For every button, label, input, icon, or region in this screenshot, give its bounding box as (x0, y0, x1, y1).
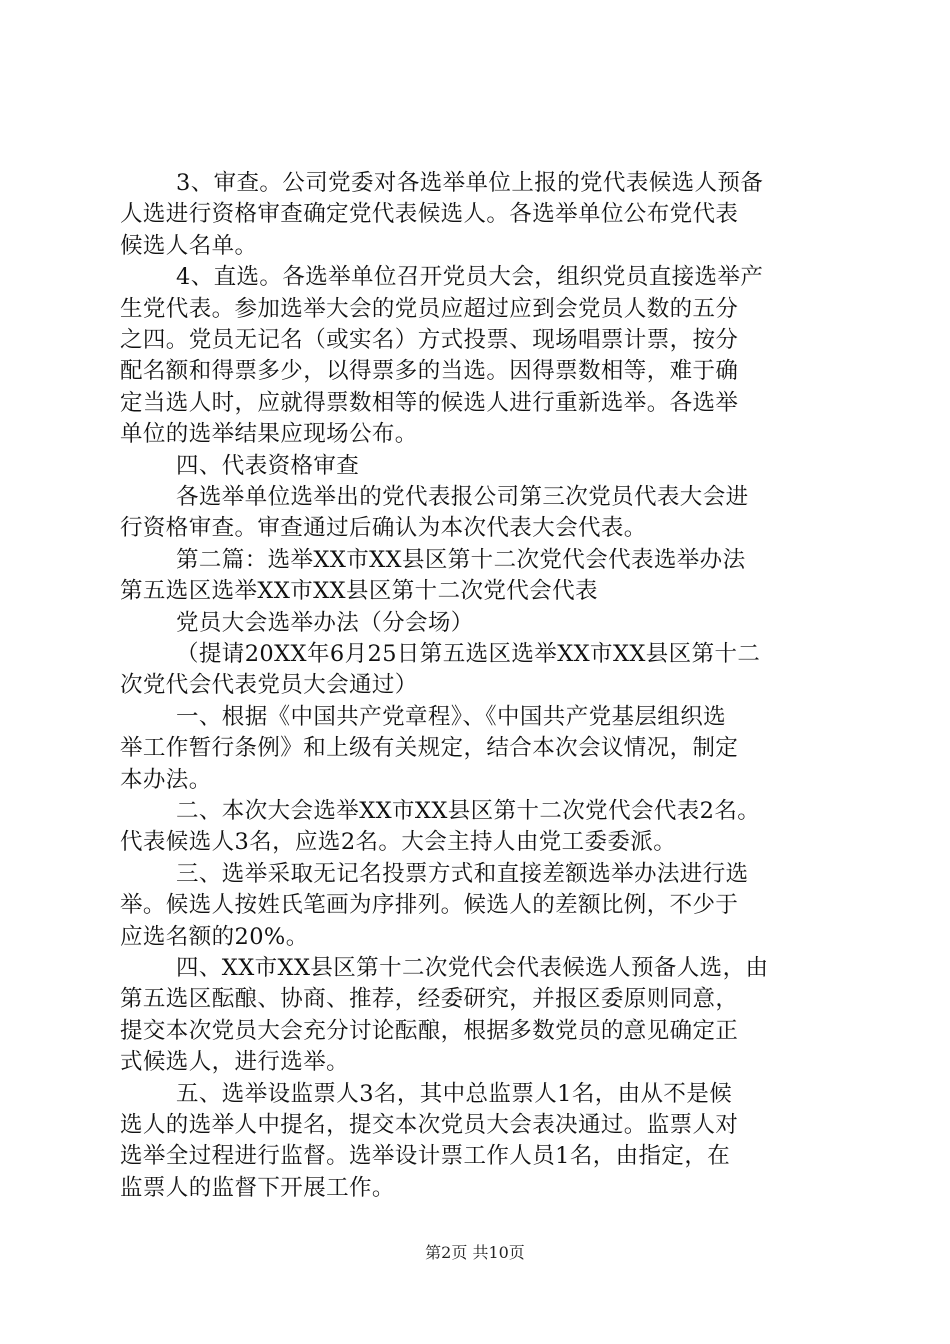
text-line: 二、本次大会选举XX市XX县区第十二次党代会代表2名。 (176, 798, 761, 824)
text-line: 举工作暂行条例》和上级有关规定，结合本次会议情况，制定 (120, 735, 739, 762)
page-number-label: 第2页 共10页 (425, 1243, 525, 1262)
text-line: 第五选区酝酿、协商、推荐，经委研究，并报区委原则同意， (120, 986, 739, 1013)
text-line: 之四。党员无记名（或实名）方式投票、现场唱票计票，按分 (120, 327, 739, 353)
text-line: 候选人名单。 (120, 232, 258, 259)
text-line: 4、直选。各选举单位召开党员大会，组织党员直接选举产 (176, 264, 764, 291)
text-line: 提交本次党员大会充分讨论酝酿，根据多数党员的意见确定正 (120, 1017, 739, 1044)
text-line: 监票人的监督下开展工作。 (120, 1174, 395, 1201)
text-line: 一、根据《中国共产党章程》、《中国共产党基层组织选 (176, 703, 727, 730)
text-line: 人选进行资格审查确定党代表候选人。各选举单位公布党代表 (120, 201, 739, 228)
chapter-title: 党员大会选举办法（分会场） (176, 609, 474, 636)
text-line: 生党代表。参加选举大会的党员应超过应到会党员人数的五分 (120, 295, 739, 322)
chapter-title: 第五选区选举XX市XX县区第十二次党代会代表 (120, 578, 598, 605)
text-line: 行资格审查。审查通过后确认为本次代表大会代表。 (120, 515, 647, 542)
text-line: 本办法。 (120, 766, 212, 793)
text-line: 四、XX市XX县区第十二次党代会代表候选人预备人选，由 (176, 955, 769, 981)
text-line: 单位的选举结果应现场公布。 (120, 421, 418, 448)
text-line: 三、选举采取无记名投票方式和直接差额选举办法进行选 (176, 860, 749, 887)
text-line: 五、选举设监票人3名，其中总监票人1名，由从不是候 (176, 1080, 733, 1107)
section-heading: 四、代表资格审查 (176, 452, 360, 479)
text-line: 选举全过程进行监督。选举设计票工作人员1名，由指定，在 (120, 1143, 731, 1170)
text-line: 定当选人时，应就得票数相等的候选人进行重新选举。各选举 (120, 389, 739, 416)
text-line: （提请20XX年6月25日第五选区选举XX市XX县区第十二 (176, 641, 761, 667)
text-line: 配名额和得票多少，以得票多的当选。因得票数相等，难于确 (120, 358, 739, 385)
text-line: 3、审查。公司党委对各选举单位上报的党代表候选人预备 (176, 170, 764, 196)
chapter-title: 第二篇：选举XX市XX县区第十二次党代会代表选举办法 (176, 546, 746, 573)
text-line: 举。候选人按姓氏笔画为序排列。候选人的差额比例，不少于 (120, 892, 739, 919)
text-line: 次党代会代表党员大会通过） (120, 672, 418, 699)
text-line: 选人的选举人中提名，提交本次党员大会表决通过。监票人对 (120, 1112, 739, 1138)
page-footer (0, 1242, 950, 1264)
text-line: 式候选人，进行选举。 (120, 1049, 350, 1076)
text-line: 各选举单位选举出的党代表报公司第三次党员代表大会进 (176, 484, 749, 510)
text-line: 应选名额的20%。 (120, 923, 309, 950)
text-line: 代表候选人3名，应选2名。大会主持人由党工委委派。 (120, 829, 677, 856)
